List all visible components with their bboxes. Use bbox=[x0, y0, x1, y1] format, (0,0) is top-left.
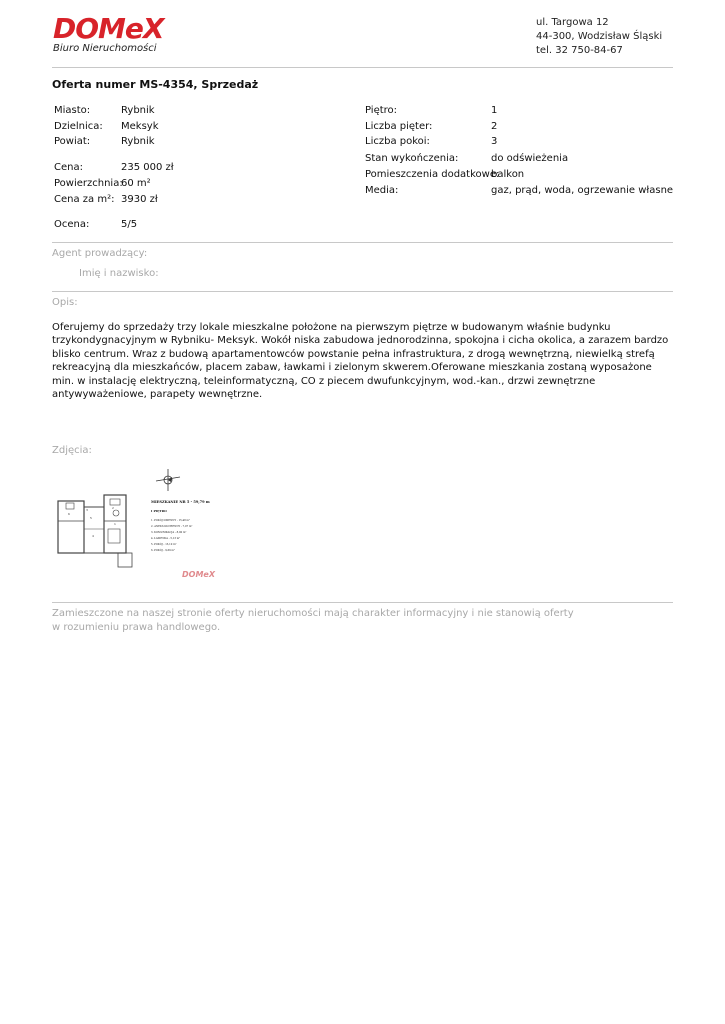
detail-label-floors-count: Liczba pięter: bbox=[365, 121, 433, 132]
disclaimer bbox=[52, 607, 574, 635]
detail-label-county: Powiat: bbox=[54, 136, 91, 147]
detail-value-condition: do odświeżenia bbox=[491, 153, 569, 164]
floor-plan-image[interactable] bbox=[52, 463, 216, 583]
logo-subtitle: Biuro Nieruchomości bbox=[53, 43, 157, 54]
disclaimer-line-2: w rozumieniu prawa handlowego. bbox=[52, 622, 221, 633]
apartment-layout bbox=[58, 495, 132, 567]
plan-room: 5. POKÓJ - 13,10 m² bbox=[151, 543, 177, 546]
section-divider-footer bbox=[52, 602, 673, 603]
address-line-2: 44-300, Wodzisław Śląski bbox=[536, 31, 663, 42]
detail-value-floors-count: 2 bbox=[491, 121, 498, 132]
photos-heading: Zdjęcia: bbox=[52, 445, 92, 456]
detail-label-floor: Piętro: bbox=[365, 105, 398, 116]
plan-floor: I PIĘTRO bbox=[151, 509, 167, 513]
detail-value-city: Rybnik bbox=[121, 105, 155, 116]
agent-name-label: Imię i nazwisko: bbox=[79, 268, 159, 279]
detail-value-rooms: 3 bbox=[491, 136, 498, 147]
detail-value-county: Rybnik bbox=[121, 136, 155, 147]
compass-icon bbox=[156, 469, 180, 491]
svg-text:3: 3 bbox=[86, 508, 88, 512]
plan-room-list bbox=[151, 519, 192, 552]
svg-text:6: 6 bbox=[68, 512, 70, 516]
svg-text:4: 4 bbox=[92, 534, 94, 538]
detail-value-utilities: gaz, prąd, woda, ogrzewanie własne bbox=[491, 185, 674, 196]
svg-text:5: 5 bbox=[90, 516, 92, 520]
plan-room-numbers bbox=[68, 506, 116, 538]
phone-number: tel. 32 750-84-67 bbox=[536, 45, 623, 56]
offer-title: Oferta numer MS-4354, Sprzedaż bbox=[52, 78, 259, 91]
detail-value-price-per-m2: 3930 zł bbox=[121, 194, 158, 205]
contact-info bbox=[536, 16, 662, 58]
plan-watermark: DOMeX bbox=[182, 570, 215, 579]
detail-label-district: Dzielnica: bbox=[54, 121, 103, 132]
plan-room: 3. KOMUNIKACJA - 8,90 m² bbox=[151, 531, 187, 534]
description-text: Oferujemy do sprzedaży trzy lokale mieszkalne położone na pierwszym piętrze w budowanym właśnie budynku trzykondygnacyjnym w Rybniku- Meksyk. Wokół niska zabudowa jednorodzinna, spokojna i cicha okolica, a zarazem bardzo blisko centrum. Wraz z budową apartamentowców powstanie pełna infrastruktura, z drogą wewnętrzną, niewielką strefą rekreacyjną dla mieszkańców, placem zabaw, ławkami i zielonym skwerem.Oferowane mieszkania zostaną wyposażone min. w instalację elektryczną, teleinformatyczną, CO z piecem dwufunkcyjnym, wod.-kan., drzwi zewnętrzne antywyważeniowe, parapety wewnętrzne. bbox=[52, 322, 669, 401]
detail-label-extra-rooms: Pomieszczenia dodatkowe: bbox=[365, 169, 500, 180]
floor-plan-drawing bbox=[52, 463, 216, 583]
detail-label-condition: Stan wykończenia: bbox=[365, 153, 459, 164]
detail-label-rating: Ocena: bbox=[54, 219, 90, 230]
section-divider-agent bbox=[52, 242, 673, 243]
description-heading: Opis: bbox=[52, 297, 78, 308]
agent-heading: Agent prowadzący: bbox=[52, 248, 148, 259]
header-divider bbox=[52, 67, 673, 68]
detail-label-utilities: Media: bbox=[365, 185, 399, 196]
detail-value-district: Meksyk bbox=[121, 121, 159, 132]
detail-label-price-per-m2: Cena za m²: bbox=[54, 194, 115, 205]
detail-label-rooms: Liczba pokoi: bbox=[365, 136, 430, 147]
address-line-1: ul. Targowa 12 bbox=[536, 17, 609, 28]
plan-title: MIESZKANIE NR 5 - 59,79 m bbox=[151, 500, 210, 504]
section-divider-description bbox=[52, 291, 673, 292]
plan-room: 2. ANEKS KUCHENNY - 7,07 m² bbox=[151, 525, 193, 528]
detail-value-rating: 5/5 bbox=[121, 219, 138, 230]
detail-value-price: 235 000 zł bbox=[121, 162, 174, 173]
detail-label-city: Miasto: bbox=[54, 105, 91, 116]
detail-value-floor: 1 bbox=[491, 105, 498, 116]
svg-text:2: 2 bbox=[112, 506, 114, 510]
detail-value-area: 60 m² bbox=[121, 178, 151, 189]
plan-room: 6. POKÓJ - 9,69 m² bbox=[151, 549, 175, 552]
plan-room: 4. ŁAZIENKA - 5,13 m² bbox=[151, 537, 181, 540]
detail-value-extra-rooms: balkon bbox=[491, 169, 525, 180]
disclaimer-line-1: Zamieszczone na naszej stronie oferty nieruchomości mają charakter informacyjny i nie stanowią oferty bbox=[52, 608, 574, 619]
company-logo bbox=[53, 14, 164, 54]
svg-text:1: 1 bbox=[114, 522, 116, 526]
plan-room: 1. POKÓJ DZIENNY - 15,48 m² bbox=[151, 519, 190, 522]
detail-label-area: Powierzchnia: bbox=[54, 178, 123, 189]
logo-text: DOMeX bbox=[53, 12, 164, 45]
detail-label-price: Cena: bbox=[54, 162, 83, 173]
